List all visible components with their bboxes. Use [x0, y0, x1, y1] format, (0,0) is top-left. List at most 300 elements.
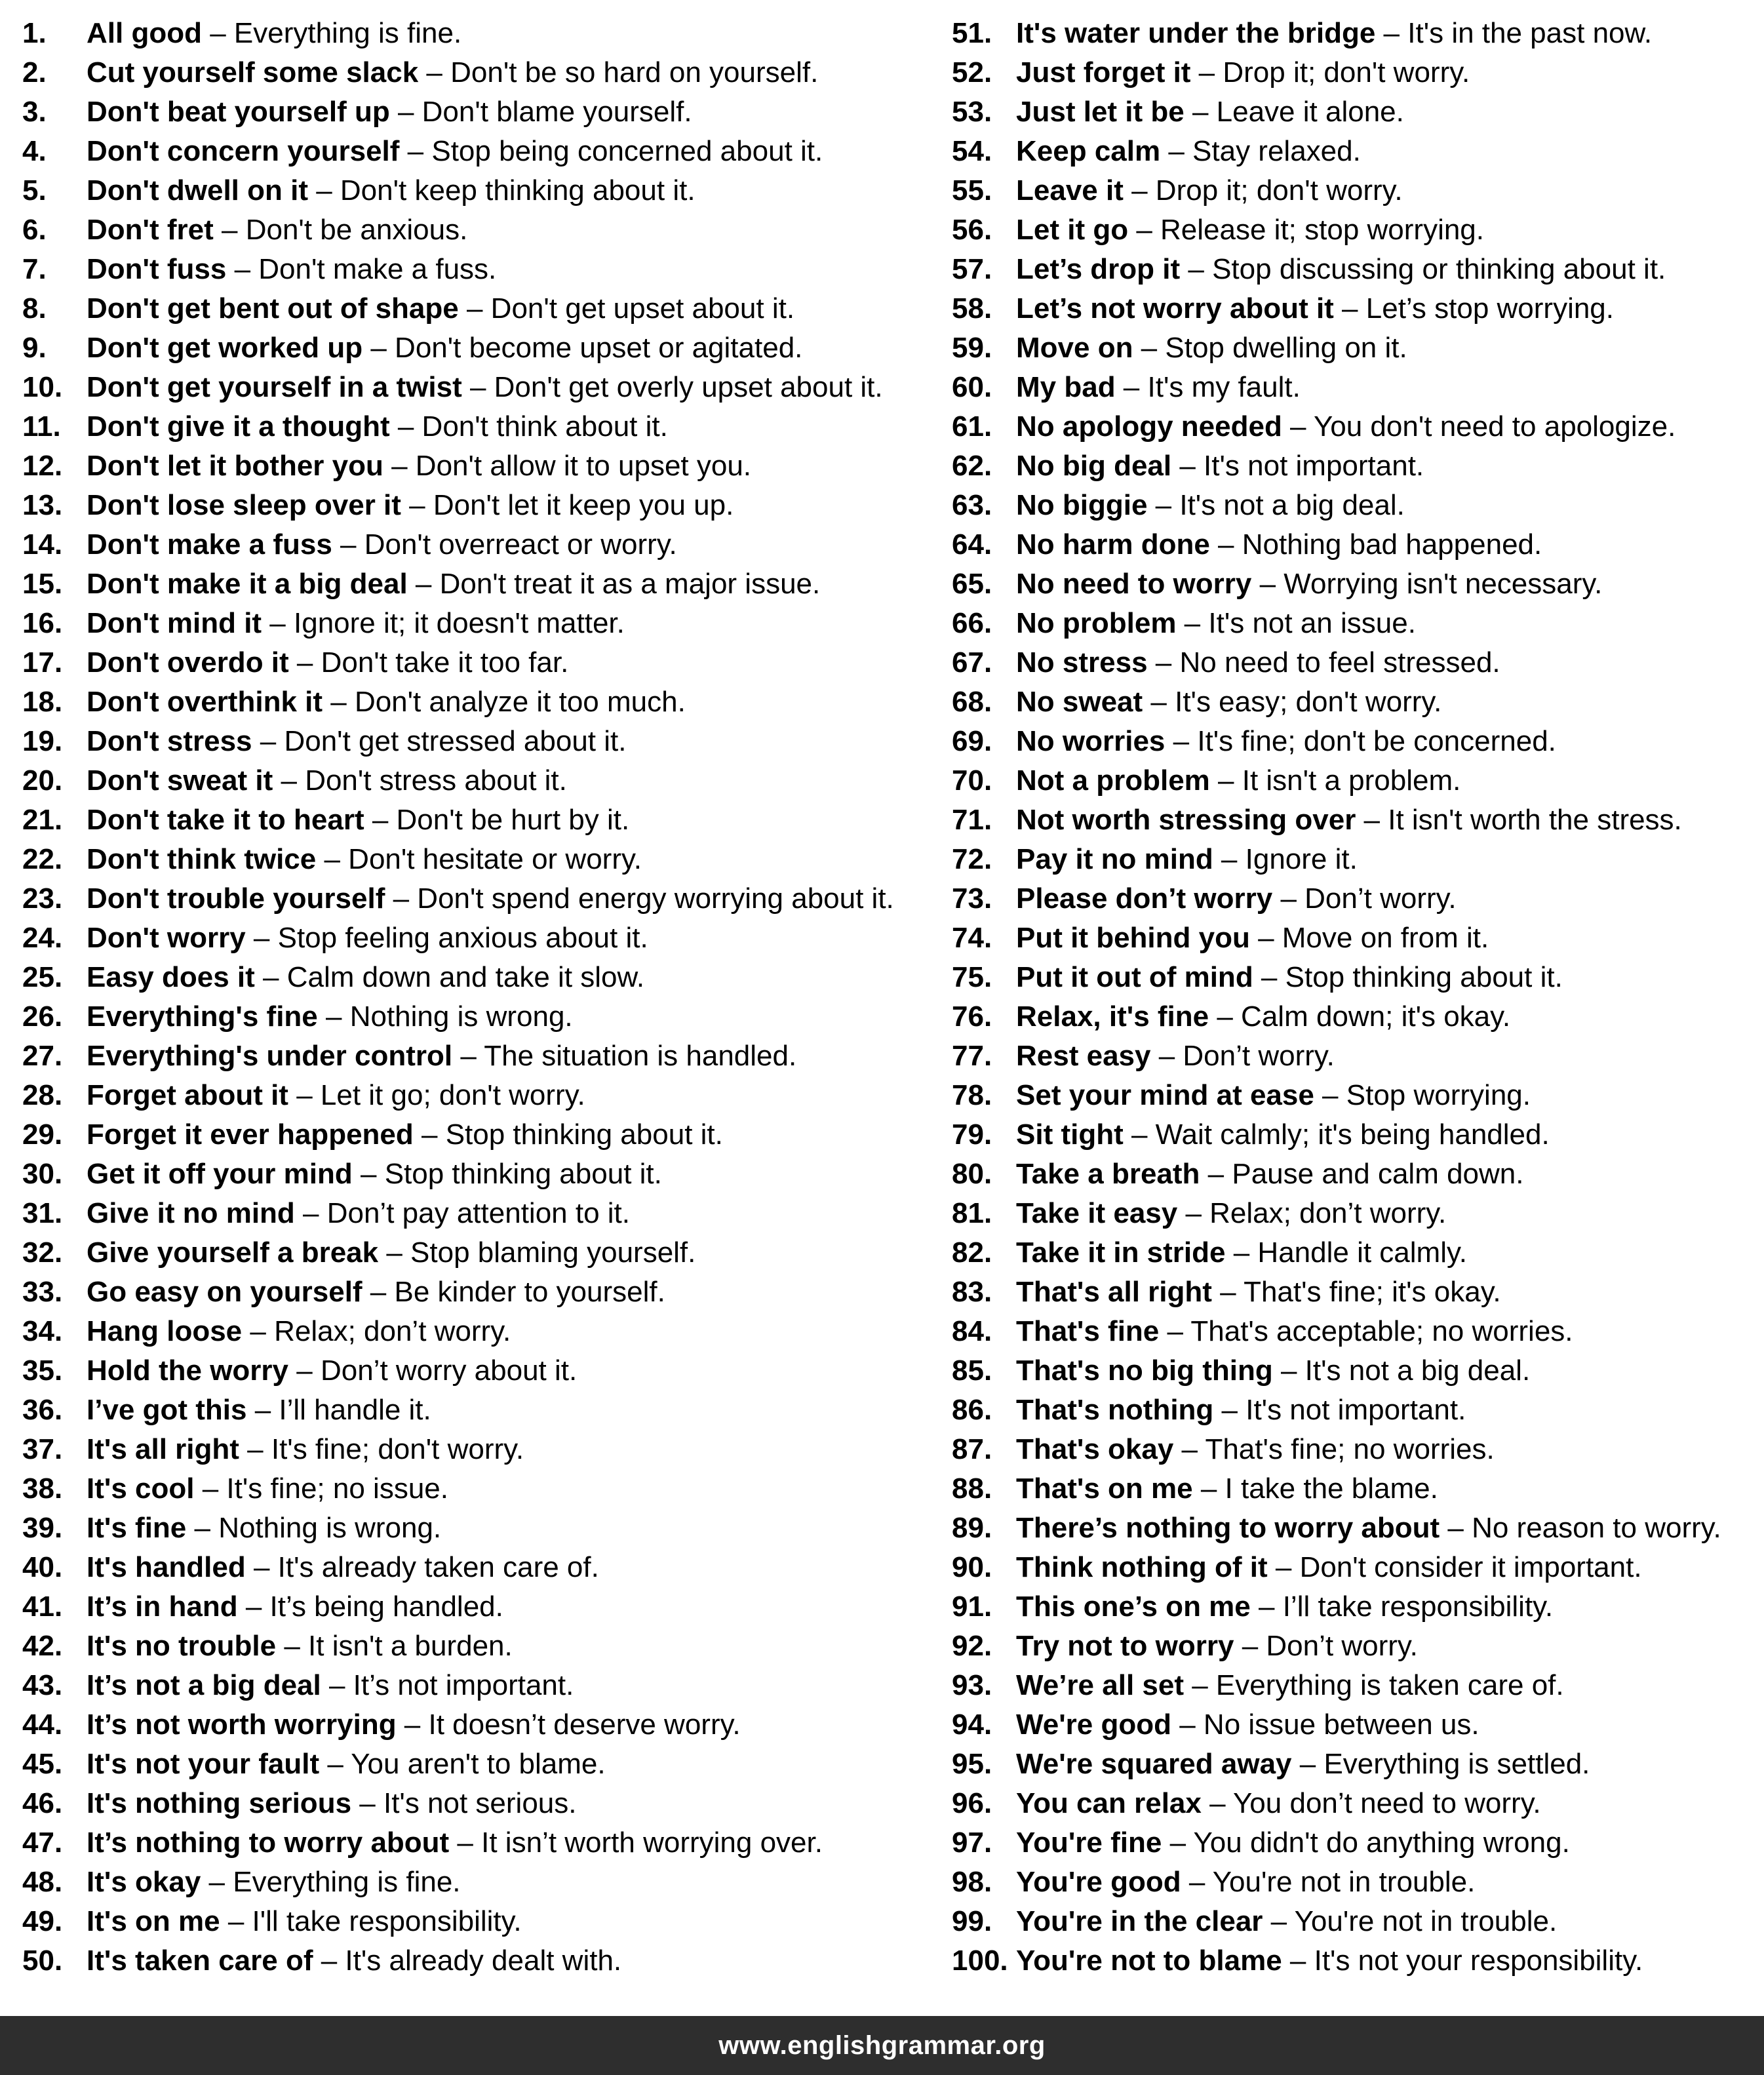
item-phrase: Don't let it bother you	[87, 450, 383, 482]
item-number: 51.	[952, 17, 992, 49]
item-number: 58.	[952, 292, 992, 325]
list-item	[22, 919, 914, 958]
list-item	[22, 1155, 914, 1194]
item-phrase: Put it behind you	[1016, 922, 1250, 954]
item-separator: –	[254, 961, 287, 993]
item-number: 73.	[952, 882, 992, 915]
list-item	[22, 1430, 914, 1469]
item-number: 13.	[22, 489, 63, 521]
list-item	[952, 1823, 1764, 1863]
item-meaning: You're not in trouble.	[1294, 1905, 1558, 1937]
item-phrase: Don't get bent out of shape	[87, 292, 459, 325]
item-phrase: Not a problem	[1016, 764, 1210, 797]
item-phrase: It's cool	[87, 1472, 195, 1505]
list-item	[22, 682, 914, 722]
item-phrase: No sweat	[1016, 686, 1143, 718]
item-phrase: Please don’t worry	[1016, 882, 1273, 915]
item-number: 65.	[952, 568, 992, 600]
item-number: 1.	[22, 17, 47, 49]
item-meaning: That's acceptable; no worries.	[1190, 1315, 1573, 1347]
item-meaning: Don't think about it.	[421, 410, 668, 443]
item-number: 10.	[22, 371, 63, 403]
list-item	[22, 1312, 914, 1351]
item-meaning: The situation is handled.	[484, 1040, 797, 1072]
item-phrase: Easy does it	[87, 961, 255, 993]
item-phrase: That's all right	[1016, 1276, 1212, 1308]
item-separator: –	[1128, 214, 1161, 246]
list-item	[22, 132, 914, 171]
item-separator: –	[273, 764, 305, 797]
item-separator: –	[389, 410, 422, 443]
list-item	[22, 604, 914, 643]
list-item	[952, 958, 1764, 997]
item-meaning: It's already taken care of.	[277, 1551, 599, 1583]
item-number: 20.	[22, 764, 63, 797]
item-phrase: All good	[87, 17, 202, 49]
item-meaning: Drop it; don't worry.	[1155, 174, 1403, 207]
item-number: 34.	[22, 1315, 63, 1347]
item-meaning: I take the blame.	[1225, 1472, 1438, 1505]
item-meaning: Don't treat it as a major issue.	[439, 568, 821, 600]
item-number: 15.	[22, 568, 63, 600]
item-phrase: Leave it	[1016, 174, 1124, 207]
item-separator: –	[364, 804, 397, 836]
item-separator: –	[1253, 961, 1285, 993]
item-phrase: You're good	[1016, 1866, 1181, 1898]
list-item	[952, 1902, 1764, 1941]
list-item	[22, 1233, 914, 1273]
item-separator: –	[449, 1827, 482, 1859]
item-number: 82.	[952, 1236, 992, 1269]
item-meaning: Don't spend energy worrying about it.	[417, 882, 894, 915]
item-phrase: Don't think twice	[87, 843, 317, 875]
list-item	[22, 1391, 914, 1430]
item-separator: –	[1192, 1472, 1225, 1505]
item-number: 55.	[952, 174, 992, 207]
item-phrase: It's handled	[87, 1551, 246, 1583]
list-item	[22, 1194, 914, 1233]
item-separator: –	[239, 1433, 271, 1465]
item-number: 36.	[22, 1394, 63, 1426]
item-phrase: Don't make a fuss	[87, 528, 332, 561]
list-item	[952, 1627, 1764, 1666]
item-number: 50.	[22, 1945, 63, 1977]
item-separator: –	[1209, 764, 1242, 797]
item-phrase: It's nothing serious	[87, 1787, 352, 1819]
item-meaning: Nothing is wrong.	[218, 1512, 442, 1544]
list-item	[952, 289, 1764, 328]
item-number: 5.	[22, 174, 47, 207]
item-phrase: It's taken care of	[87, 1945, 313, 1977]
item-phrase: Don't get yourself in a twist	[87, 371, 462, 403]
item-meaning: Don't stress about it.	[305, 764, 567, 797]
item-phrase: Don't sweat it	[87, 764, 273, 797]
item-phrase: This one’s on me	[1016, 1591, 1251, 1623]
item-number: 56.	[952, 214, 992, 246]
item-meaning: You didn't do anything wrong.	[1193, 1827, 1570, 1859]
item-meaning: Stop blaming yourself.	[410, 1236, 696, 1269]
list-item	[22, 761, 914, 800]
footer-bar	[0, 2016, 1764, 2075]
list-item	[22, 210, 914, 250]
list-item	[952, 800, 1764, 840]
item-separator: –	[389, 96, 422, 128]
item-number: 28.	[22, 1079, 63, 1111]
item-separator: –	[1159, 1315, 1191, 1347]
item-meaning: Let it go; don't worry.	[320, 1079, 585, 1111]
item-separator: –	[363, 332, 395, 364]
item-number: 23.	[22, 882, 63, 915]
item-separator: –	[237, 1591, 270, 1623]
list-item	[22, 1548, 914, 1587]
item-separator: –	[245, 1551, 278, 1583]
item-separator: –	[399, 135, 432, 167]
item-phrase: Just forget it	[1016, 56, 1191, 89]
list-item	[22, 800, 914, 840]
list-item	[22, 1902, 914, 1941]
list-item	[22, 1509, 914, 1548]
item-number: 24.	[22, 922, 63, 954]
item-number: 91.	[952, 1591, 992, 1623]
item-phrase: Relax, it's fine	[1016, 1000, 1209, 1033]
item-separator: –	[1314, 1079, 1346, 1111]
item-separator: –	[1211, 1276, 1244, 1308]
item-separator: –	[1291, 1748, 1324, 1780]
item-meaning: Don't allow it to upset you.	[415, 450, 752, 482]
item-separator: –	[1282, 410, 1314, 443]
item-phrase: That's okay	[1016, 1433, 1174, 1465]
item-meaning: Don't be so hard on yourself.	[450, 56, 819, 89]
list-item	[22, 1784, 914, 1823]
item-meaning: You aren't to blame.	[351, 1748, 606, 1780]
list-item	[952, 486, 1764, 525]
item-phrase: Put it out of mind	[1016, 961, 1253, 993]
item-meaning: It’s being handled.	[269, 1591, 503, 1623]
item-phrase: Everything's fine	[87, 1000, 318, 1033]
item-phrase: Let’s not worry about it	[1016, 292, 1334, 325]
item-number: 60.	[952, 371, 992, 403]
item-phrase: Don't fret	[87, 214, 214, 246]
list-item	[22, 997, 914, 1037]
item-phrase: No worries	[1016, 725, 1166, 757]
item-number: 68.	[952, 686, 992, 718]
item-number: 81.	[952, 1197, 992, 1229]
item-separator: –	[1225, 1236, 1258, 1269]
item-meaning: It's not important.	[1204, 450, 1424, 482]
item-separator: –	[1200, 1158, 1232, 1190]
item-number: 17.	[22, 646, 63, 679]
item-separator: –	[1263, 1905, 1295, 1937]
list-item	[952, 525, 1764, 564]
item-meaning: That's fine; no worries.	[1205, 1433, 1495, 1465]
item-meaning: Don't get stressed about it.	[284, 725, 627, 757]
item-separator: –	[1184, 1669, 1216, 1701]
item-meaning: Calm down and take it slow.	[286, 961, 645, 993]
item-meaning: It's in the past now.	[1407, 17, 1653, 49]
list-item	[952, 407, 1764, 446]
item-meaning: Don't let it keep you up.	[433, 489, 734, 521]
right-column	[952, 14, 1764, 1981]
item-number: 100.	[952, 1945, 1008, 1977]
item-separator: –	[1123, 174, 1156, 207]
list-item	[22, 1705, 914, 1745]
item-meaning: Move on from it.	[1282, 922, 1489, 954]
item-separator: –	[1249, 922, 1282, 954]
item-number: 52.	[952, 56, 992, 89]
item-number: 54.	[952, 135, 992, 167]
item-separator: –	[1190, 56, 1223, 89]
list-item	[952, 250, 1764, 289]
item-meaning: Don't keep thinking about it.	[340, 174, 696, 207]
list-item	[952, 1784, 1764, 1823]
item-meaning: Don't get overly upset about it.	[494, 371, 883, 403]
item-number: 16.	[22, 607, 63, 639]
item-separator: –	[418, 56, 451, 89]
list-item	[952, 368, 1764, 407]
item-phrase: That's nothing	[1016, 1394, 1214, 1426]
item-meaning: It's already dealt with.	[345, 1945, 622, 1977]
item-number: 59.	[952, 332, 992, 364]
item-number: 63.	[952, 489, 992, 521]
item-number: 25.	[22, 961, 63, 993]
item-phrase: Don't fuss	[87, 253, 227, 285]
list-item	[22, 840, 914, 879]
item-phrase: Hold the worry	[87, 1354, 289, 1387]
item-phrase: Don't make it a big deal	[87, 568, 408, 600]
item-number: 11.	[22, 410, 61, 443]
item-separator: –	[1160, 135, 1193, 167]
item-meaning: It's fine; don't worry.	[271, 1433, 524, 1465]
item-meaning: Stay relaxed.	[1192, 135, 1361, 167]
item-meaning: Everything is settled.	[1323, 1748, 1590, 1780]
item-number: 96.	[952, 1787, 992, 1819]
item-separator: –	[1251, 568, 1284, 600]
list-item	[952, 997, 1764, 1037]
item-number: 87.	[952, 1433, 992, 1465]
item-meaning: Leave it alone.	[1216, 96, 1404, 128]
item-number: 70.	[952, 764, 992, 797]
item-phrase: Don't mind it	[87, 607, 262, 639]
list-item	[22, 1587, 914, 1627]
item-meaning: You don't need to apologize.	[1313, 410, 1676, 443]
item-phrase: It’s in hand	[87, 1591, 238, 1623]
item-separator: –	[317, 1000, 350, 1033]
item-meaning: Everything is fine.	[233, 1866, 461, 1898]
phrase-list	[0, 14, 1764, 1981]
item-meaning: Don't be anxious.	[245, 214, 468, 246]
item-meaning: Drop it; don't worry.	[1223, 56, 1470, 89]
item-separator: –	[186, 1512, 219, 1544]
item-meaning: Don’t worry.	[1183, 1040, 1335, 1072]
item-separator: –	[352, 1158, 385, 1190]
website-url: www.englishgrammar.org	[718, 2030, 1046, 2060]
item-phrase: You're in the clear	[1016, 1905, 1263, 1937]
item-phrase: Go easy on yourself	[87, 1276, 363, 1308]
list-item	[952, 132, 1764, 171]
item-separator: –	[1147, 489, 1180, 521]
item-separator: –	[262, 607, 294, 639]
list-item	[952, 446, 1764, 486]
item-number: 93.	[952, 1669, 992, 1701]
item-separator: –	[378, 1236, 411, 1269]
list-item	[22, 250, 914, 289]
item-number: 94.	[952, 1709, 992, 1741]
item-meaning: Don't analyze it too much.	[354, 686, 686, 718]
item-separator: –	[1213, 1394, 1246, 1426]
item-phrase: It’s nothing to worry about	[87, 1827, 450, 1859]
item-number: 83.	[952, 1276, 992, 1308]
item-meaning: Don't overreact or worry.	[364, 528, 677, 561]
item-meaning: No need to feel stressed.	[1179, 646, 1500, 679]
item-number: 72.	[952, 843, 992, 875]
list-item	[22, 486, 914, 525]
item-meaning: Calm down; it's okay.	[1241, 1000, 1511, 1033]
item-meaning: Release it; stop worrying.	[1160, 214, 1485, 246]
item-separator: –	[1234, 1630, 1266, 1662]
item-number: 86.	[952, 1394, 992, 1426]
item-number: 38.	[22, 1472, 63, 1505]
item-meaning: I'll take responsibility.	[252, 1905, 522, 1937]
item-meaning: No reason to worry.	[1472, 1512, 1721, 1544]
item-meaning: Don't get upset about it.	[490, 292, 795, 325]
item-separator: –	[201, 17, 234, 49]
item-phrase: Don't take it to heart	[87, 804, 364, 836]
item-phrase: Don't concern yourself	[87, 135, 400, 167]
item-separator: –	[319, 1748, 351, 1780]
item-meaning: It's not a big deal.	[1304, 1354, 1531, 1387]
item-separator: –	[461, 371, 494, 403]
list-item	[952, 879, 1764, 919]
list-item	[22, 1115, 914, 1155]
item-number: 49.	[22, 1905, 63, 1937]
list-item	[22, 525, 914, 564]
item-number: 40.	[22, 1551, 63, 1583]
item-phrase: Not worth stressing over	[1016, 804, 1356, 836]
list-item	[22, 92, 914, 132]
list-item	[952, 1233, 1764, 1273]
item-phrase: You're fine	[1016, 1827, 1162, 1859]
item-number: 12.	[22, 450, 63, 482]
item-phrase: Let it go	[1016, 214, 1129, 246]
item-separator: –	[1201, 1787, 1233, 1819]
item-number: 99.	[952, 1905, 992, 1937]
list-item	[22, 1351, 914, 1391]
item-phrase: Forget about it	[87, 1079, 288, 1111]
item-phrase: It's all right	[87, 1433, 239, 1465]
item-separator: –	[1162, 1827, 1194, 1859]
item-meaning: You're not in trouble.	[1212, 1866, 1476, 1898]
item-number: 79.	[952, 1118, 992, 1151]
item-separator: –	[1213, 843, 1245, 875]
list-item	[22, 1863, 914, 1902]
item-separator: –	[323, 686, 355, 718]
list-item	[952, 328, 1764, 368]
item-separator: –	[288, 1079, 321, 1111]
item-number: 85.	[952, 1354, 992, 1387]
item-separator: –	[1184, 96, 1217, 128]
item-number: 30.	[22, 1158, 63, 1190]
list-item	[952, 1548, 1764, 1587]
item-phrase: My bad	[1016, 371, 1116, 403]
list-item	[952, 722, 1764, 761]
list-item	[952, 1076, 1764, 1115]
list-item	[22, 171, 914, 210]
item-phrase: We’re all set	[1016, 1669, 1184, 1701]
item-meaning: That's fine; it's okay.	[1244, 1276, 1501, 1308]
item-phrase: Give yourself a break	[87, 1236, 379, 1269]
item-number: 35.	[22, 1354, 63, 1387]
item-separator: –	[313, 1945, 345, 1977]
item-separator: –	[246, 1394, 279, 1426]
item-meaning: It's not important.	[1245, 1394, 1466, 1426]
item-phrase: Don't get worked up	[87, 332, 363, 364]
item-meaning: No issue between us.	[1203, 1709, 1480, 1741]
left-column	[22, 14, 914, 1981]
item-meaning: Be kinder to yourself.	[394, 1276, 665, 1308]
item-number: 19.	[22, 725, 63, 757]
list-item	[22, 407, 914, 446]
item-separator: –	[1440, 1512, 1472, 1544]
item-phrase: We're good	[1016, 1709, 1171, 1741]
item-separator: –	[1173, 1433, 1205, 1465]
item-number: 77.	[952, 1040, 992, 1072]
item-number: 18.	[22, 686, 63, 718]
item-number: 61.	[952, 410, 992, 443]
item-phrase: It's no trouble	[87, 1630, 277, 1662]
item-number: 84.	[952, 1315, 992, 1347]
item-separator: –	[1171, 1709, 1204, 1741]
list-item	[952, 1745, 1764, 1784]
item-number: 8.	[22, 292, 47, 325]
item-phrase: Take it easy	[1016, 1197, 1178, 1229]
item-meaning: Don't hesitate or worry.	[348, 843, 642, 875]
item-meaning: It’s not important.	[353, 1669, 574, 1701]
item-number: 48.	[22, 1866, 63, 1898]
list-item	[952, 1312, 1764, 1351]
item-number: 71.	[952, 804, 992, 836]
list-item	[952, 1666, 1764, 1705]
item-number: 89.	[952, 1512, 992, 1544]
item-separator: –	[401, 489, 433, 521]
item-separator: –	[1123, 1118, 1156, 1151]
item-separator: –	[288, 646, 321, 679]
item-separator: –	[316, 843, 349, 875]
list-item	[952, 604, 1764, 643]
item-phrase: Try not to worry	[1016, 1630, 1234, 1662]
item-number: 78.	[952, 1079, 992, 1111]
item-separator: –	[1180, 253, 1213, 285]
item-separator: –	[1115, 371, 1148, 403]
item-phrase: Keep calm	[1016, 135, 1161, 167]
item-meaning: Stop thinking about it.	[384, 1158, 662, 1190]
item-phrase: Pay it no mind	[1016, 843, 1213, 875]
item-separator: –	[385, 882, 418, 915]
list-item	[952, 761, 1764, 800]
item-meaning: Nothing is wrong.	[349, 1000, 573, 1033]
item-phrase: It's not your fault	[87, 1748, 320, 1780]
item-separator: –	[1181, 1866, 1213, 1898]
item-phrase: Don't beat yourself up	[87, 96, 390, 128]
item-separator: –	[1176, 607, 1209, 639]
item-separator: –	[226, 253, 259, 285]
item-separator: –	[413, 1118, 446, 1151]
list-item	[952, 1391, 1764, 1430]
list-item	[952, 14, 1764, 53]
item-meaning: Stop being concerned about it.	[431, 135, 823, 167]
item-phrase: You can relax	[1016, 1787, 1202, 1819]
item-separator: –	[252, 725, 284, 757]
item-phrase: Think nothing of it	[1016, 1551, 1268, 1583]
